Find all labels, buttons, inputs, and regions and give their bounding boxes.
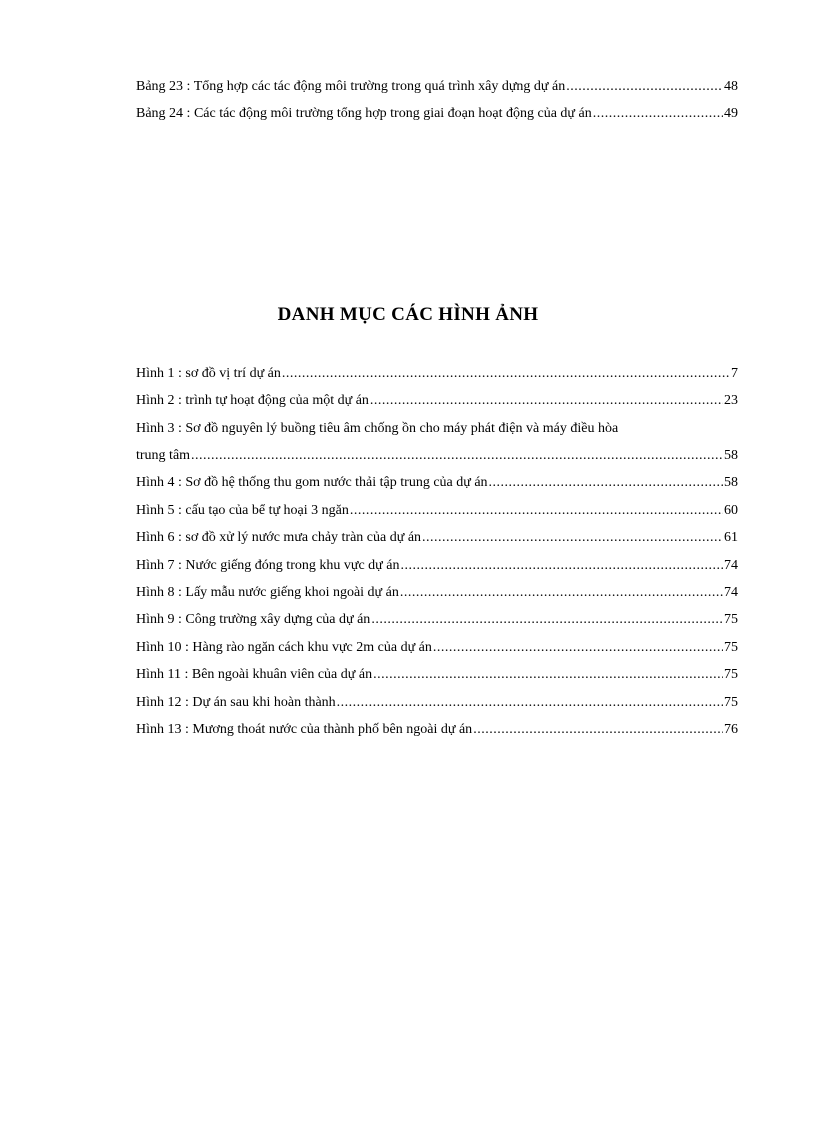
- toc-entry-figure-8: [136, 583, 738, 602]
- toc-entry-figure-10: [136, 638, 738, 657]
- toc-entry-figure-13: [136, 720, 738, 739]
- toc-entry-text: Hình 1 : sơ đồ vị trí dự án: [136, 366, 281, 381]
- toc-page-number: 48: [724, 79, 738, 94]
- toc-page-number: 75: [724, 667, 738, 682]
- toc-page-number: 75: [724, 640, 738, 655]
- toc-page-number: 75: [724, 695, 738, 710]
- toc-entry-figure-4: [136, 473, 738, 492]
- toc-entry-text: Hình 8 : Lấy mẫu nước giếng khoi ngoài dự án: [136, 585, 399, 600]
- toc-page-number: 74: [724, 585, 738, 600]
- toc-entry-text: Hình 9 : Công trường xây dựng của dự án: [136, 612, 371, 627]
- toc-entry-text: Hình 4 : Sơ đồ hệ thống thu gom nước thải tập trung của dự án: [136, 475, 488, 490]
- toc-page-number: 58: [724, 475, 738, 490]
- dot-leader: [422, 528, 723, 547]
- toc-entry-text: Hình 12 : Dự án sau khi hoàn thành: [136, 695, 336, 710]
- toc-entry-table-24: [136, 104, 738, 123]
- toc-page-number: 76: [724, 722, 738, 737]
- dot-leader: [400, 556, 723, 575]
- dot-leader: [371, 610, 723, 629]
- toc-entry-figure-9: [136, 610, 738, 629]
- toc-entry-figure-3-line1: Hình 3 : Sơ đồ nguyên lý buồng tiêu âm chống ồn cho máy phát điện và máy điều hòa: [136, 421, 619, 436]
- dot-leader: [593, 104, 723, 123]
- toc-entry-figure-3: [136, 446, 738, 465]
- toc-entry-table-23: [136, 77, 738, 96]
- toc-page-number: 49: [724, 106, 738, 121]
- dot-leader: [400, 583, 723, 602]
- dot-leader: [370, 391, 723, 410]
- toc-page-number: 75: [724, 612, 738, 627]
- toc-entry-text: Hình 13 : Mương thoát nước của thành phố bên ngoài dự án: [136, 722, 473, 737]
- toc-page-number: 60: [724, 503, 738, 518]
- toc-entry-figure-12: [136, 693, 738, 712]
- toc-entry-text: Hình 11 : Bên ngoài khuân viên của dự án: [136, 667, 373, 682]
- toc-entry-text: Hình 7 : Nước giếng đóng trong khu vực dự án: [136, 558, 400, 573]
- dot-leader: [433, 638, 723, 657]
- dot-leader: [191, 446, 723, 465]
- toc-entry-text: Hình 2 : trình tự hoạt động của một dự án: [136, 393, 369, 408]
- figures-list-heading: DANH MỤC CÁC HÌNH ẢNH: [277, 304, 539, 325]
- toc-entry-text: Hình 10 : Hàng rào ngăn cách khu vực 2m của dự án: [136, 640, 432, 655]
- toc-entry-figure-6: [136, 528, 738, 547]
- toc-page-number: 58: [724, 448, 738, 463]
- toc-page-number: 61: [724, 530, 738, 545]
- toc-page-number: 74: [724, 558, 738, 573]
- dot-leader: [373, 665, 723, 684]
- toc-page-number: 7: [731, 366, 738, 381]
- dot-leader: [489, 473, 723, 492]
- toc-entry-figure-11: [136, 665, 738, 684]
- dot-leader: [350, 501, 723, 520]
- toc-entry-text: Bảng 24 : Các tác động môi trường tổng hợp trong giai đoạn hoạt động của dự án: [136, 106, 592, 121]
- toc-entry-figure-2: [136, 391, 738, 410]
- toc-page-number: 23: [724, 393, 738, 408]
- toc-entry-figure-1: [136, 364, 738, 383]
- toc-entry-text: Bảng 23 : Tổng hợp các tác động môi trường trong quá trình xây dựng dự án: [136, 79, 566, 94]
- dot-leader: [282, 364, 730, 383]
- toc-entry-figure-5: [136, 501, 738, 520]
- toc-entry-figure-7: [136, 556, 738, 575]
- toc-entry-text: Hình 6 : sơ đồ xử lý nước mưa chảy tràn của dự án: [136, 530, 422, 545]
- toc-entry-text: trung tâm: [136, 448, 191, 463]
- dot-leader: [473, 720, 723, 739]
- dot-leader: [566, 77, 723, 96]
- dot-leader: [337, 693, 723, 712]
- toc-entry-text: Hình 5 : cấu tạo của bể tự hoại 3 ngăn: [136, 503, 349, 518]
